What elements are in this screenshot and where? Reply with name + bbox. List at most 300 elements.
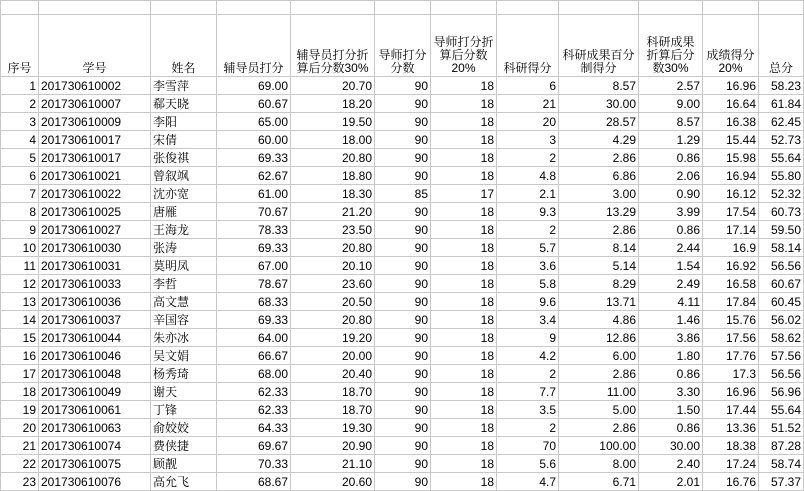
cell-index[interactable]: 13: [1, 293, 39, 311]
cell-student-id[interactable]: 201730610025: [39, 203, 151, 221]
cell-index[interactable]: 1: [1, 77, 39, 95]
cell-research-percentile[interactable]: 8.14: [559, 239, 639, 257]
cell-grade-weighted[interactable]: 17.84: [703, 293, 759, 311]
cell-student-id[interactable]: 201730610074: [39, 437, 151, 455]
cell-research-weighted[interactable]: 1.46: [639, 311, 703, 329]
cell-name[interactable]: 杨秀琦: [151, 365, 217, 383]
cell-index[interactable]: 2: [1, 95, 39, 113]
cell-student-id[interactable]: 201730610036: [39, 293, 151, 311]
cell-index[interactable]: 20: [1, 419, 39, 437]
cell-grade-weighted[interactable]: 16.9: [703, 239, 759, 257]
cell-student-id[interactable]: 201730610017: [39, 131, 151, 149]
cell-counselor-weighted[interactable]: 21.20: [291, 203, 375, 221]
table-row[interactable]: [1, 383, 804, 401]
cell-counselor-score[interactable]: 60.00: [217, 131, 291, 149]
cell-advisor-score[interactable]: 90: [375, 149, 431, 167]
cell-research-percentile[interactable]: 8.00: [559, 455, 639, 473]
cell-counselor-weighted[interactable]: 19.30: [291, 419, 375, 437]
cell-total[interactable]: 55.64: [759, 401, 804, 419]
cell-counselor-weighted[interactable]: 18.00: [291, 131, 375, 149]
cell-grade-weighted[interactable]: 15.44: [703, 131, 759, 149]
cell-counselor-score[interactable]: 69.33: [217, 149, 291, 167]
cell-research-weighted[interactable]: 3.86: [639, 329, 703, 347]
cell-index[interactable]: 18: [1, 383, 39, 401]
cell-student-id[interactable]: 201730610002: [39, 77, 151, 95]
cell-advisor-score[interactable]: 90: [375, 257, 431, 275]
cell-name[interactable]: 唐雁: [151, 203, 217, 221]
cell-student-id[interactable]: 201730610021: [39, 167, 151, 185]
cell-advisor-weighted[interactable]: 18: [431, 275, 497, 293]
cell-name[interactable]: 丁锋: [151, 401, 217, 419]
cell-index[interactable]: 10: [1, 239, 39, 257]
cell-advisor-score[interactable]: 90: [375, 365, 431, 383]
cell-advisor-weighted[interactable]: 18: [431, 347, 497, 365]
cell-advisor-weighted[interactable]: 18: [431, 455, 497, 473]
table-row[interactable]: [1, 167, 804, 185]
column-header-counselor-weighted[interactable]: 辅导员打分折算后分数30%: [291, 15, 375, 77]
cell-counselor-weighted[interactable]: 20.80: [291, 149, 375, 167]
cell-research-percentile[interactable]: 5.00: [559, 401, 639, 419]
cell-total[interactable]: 60.73: [759, 203, 804, 221]
cell-grade-weighted[interactable]: 17.24: [703, 455, 759, 473]
cell-counselor-score[interactable]: 78.33: [217, 221, 291, 239]
cell-advisor-weighted[interactable]: 18: [431, 329, 497, 347]
cell-grade-weighted[interactable]: 17.56: [703, 329, 759, 347]
cell-total[interactable]: 59.50: [759, 221, 804, 239]
cell-grade-weighted[interactable]: 17.44: [703, 401, 759, 419]
cell-name[interactable]: 沈亦宽: [151, 185, 217, 203]
cell-index[interactable]: 12: [1, 275, 39, 293]
cell-research-percentile[interactable]: 6.00: [559, 347, 639, 365]
cell-research-score[interactable]: 9: [497, 329, 559, 347]
cell-research-weighted[interactable]: 2.01: [639, 473, 703, 491]
cell-advisor-score[interactable]: 90: [375, 203, 431, 221]
cell-advisor-weighted[interactable]: 18: [431, 77, 497, 95]
cell-advisor-score[interactable]: 90: [375, 221, 431, 239]
cell-counselor-score[interactable]: 69.33: [217, 311, 291, 329]
column-header-research-score[interactable]: 科研得分: [497, 15, 559, 77]
cell-research-score[interactable]: 4.8: [497, 167, 559, 185]
cell-research-score[interactable]: 3.5: [497, 401, 559, 419]
cell-grade-weighted[interactable]: 15.76: [703, 311, 759, 329]
cell-name[interactable]: 朱亦冰: [151, 329, 217, 347]
cell-name[interactable]: 谢天: [151, 383, 217, 401]
column-header-advisor-score[interactable]: 导师打分分数: [375, 15, 431, 77]
cell-counselor-score[interactable]: 68.00: [217, 365, 291, 383]
cell-research-percentile[interactable]: 30.00: [559, 95, 639, 113]
cell-advisor-score[interactable]: 90: [375, 401, 431, 419]
cell-total[interactable]: 57.56: [759, 347, 804, 365]
cell-student-id[interactable]: 201730610007: [39, 95, 151, 113]
cell-index[interactable]: 4: [1, 131, 39, 149]
cell-index[interactable]: 3: [1, 113, 39, 131]
cell-total[interactable]: 87.28: [759, 437, 804, 455]
cell-research-weighted[interactable]: 30.00: [639, 437, 703, 455]
cell-total[interactable]: 62.45: [759, 113, 804, 131]
cell-research-weighted[interactable]: 1.29: [639, 131, 703, 149]
cell-research-score[interactable]: 4.2: [497, 347, 559, 365]
cell-index[interactable]: 5: [1, 149, 39, 167]
cell-research-percentile[interactable]: 4.29: [559, 131, 639, 149]
cell-research-weighted[interactable]: 2.40: [639, 455, 703, 473]
cell-student-id[interactable]: 201730610046: [39, 347, 151, 365]
cell-research-weighted[interactable]: 0.86: [639, 365, 703, 383]
table-row[interactable]: [1, 95, 804, 113]
cell-name[interactable]: 曾叙飒: [151, 167, 217, 185]
cell-advisor-weighted[interactable]: 18: [431, 383, 497, 401]
cell-research-score[interactable]: 3.6: [497, 257, 559, 275]
cell-research-score[interactable]: 3: [497, 131, 559, 149]
cell-student-id[interactable]: 201730610037: [39, 311, 151, 329]
cell-advisor-score[interactable]: 90: [375, 347, 431, 365]
cell-name[interactable]: 张涛: [151, 239, 217, 257]
cell-research-score[interactable]: 21: [497, 95, 559, 113]
cell-advisor-weighted[interactable]: 18: [431, 311, 497, 329]
cell-advisor-weighted[interactable]: 17: [431, 185, 497, 203]
cell-counselor-score[interactable]: 65.00: [217, 113, 291, 131]
cell-index[interactable]: 15: [1, 329, 39, 347]
cell-student-id[interactable]: 201730610075: [39, 455, 151, 473]
cell-research-percentile[interactable]: 4.86: [559, 311, 639, 329]
cell-name[interactable]: 郗天晓: [151, 95, 217, 113]
cell-advisor-weighted[interactable]: 18: [431, 473, 497, 491]
cell-name[interactable]: 高允飞: [151, 473, 217, 491]
cell-advisor-weighted[interactable]: 18: [431, 95, 497, 113]
cell-advisor-score[interactable]: 90: [375, 473, 431, 491]
cell-research-score[interactable]: 2: [497, 149, 559, 167]
cell-advisor-weighted[interactable]: 18: [431, 167, 497, 185]
cell-counselor-weighted[interactable]: 18.80: [291, 167, 375, 185]
cell-grade-weighted[interactable]: 16.58: [703, 275, 759, 293]
cell-total[interactable]: 55.64: [759, 149, 804, 167]
cell-research-weighted[interactable]: 2.49: [639, 275, 703, 293]
cell-total[interactable]: 60.45: [759, 293, 804, 311]
cell-advisor-score[interactable]: 90: [375, 167, 431, 185]
cell-grade-weighted[interactable]: 17.14: [703, 221, 759, 239]
cell-research-percentile[interactable]: 5.14: [559, 257, 639, 275]
cell-research-percentile[interactable]: 13.71: [559, 293, 639, 311]
cell-name[interactable]: 吴文娟: [151, 347, 217, 365]
cell-research-percentile[interactable]: 8.57: [559, 77, 639, 95]
cell-advisor-weighted[interactable]: 18: [431, 365, 497, 383]
cell-counselor-score[interactable]: 78.67: [217, 275, 291, 293]
cell-total[interactable]: 58.74: [759, 455, 804, 473]
cell-research-weighted[interactable]: 1.50: [639, 401, 703, 419]
cell-grade-weighted[interactable]: 18.38: [703, 437, 759, 455]
cell-name[interactable]: 张俊祺: [151, 149, 217, 167]
cell-student-id[interactable]: 201730610017: [39, 149, 151, 167]
cell-grade-weighted[interactable]: 17.54: [703, 203, 759, 221]
cell-research-weighted[interactable]: 0.86: [639, 419, 703, 437]
table-row[interactable]: [1, 329, 804, 347]
cell-index[interactable]: 21: [1, 437, 39, 455]
cell-research-percentile[interactable]: 3.00: [559, 185, 639, 203]
cell-grade-weighted[interactable]: 16.76: [703, 473, 759, 491]
cell-total[interactable]: 58.14: [759, 239, 804, 257]
cell-advisor-score[interactable]: 90: [375, 419, 431, 437]
cell-index[interactable]: 11: [1, 257, 39, 275]
cell-name[interactable]: 顾靓: [151, 455, 217, 473]
cell-advisor-score[interactable]: 90: [375, 455, 431, 473]
cell-advisor-score[interactable]: 90: [375, 131, 431, 149]
cell-student-id[interactable]: 201730610063: [39, 419, 151, 437]
cell-total[interactable]: 58.23: [759, 77, 804, 95]
cell-counselor-weighted[interactable]: 21.10: [291, 455, 375, 473]
cell-counselor-weighted[interactable]: 20.50: [291, 293, 375, 311]
cell-counselor-weighted[interactable]: 23.60: [291, 275, 375, 293]
cell-advisor-score[interactable]: 90: [375, 293, 431, 311]
column-header-research-percentile[interactable]: 科研成果百分制得分: [559, 15, 639, 77]
cell-counselor-weighted[interactable]: 20.10: [291, 257, 375, 275]
cell-student-id[interactable]: 201730610009: [39, 113, 151, 131]
cell-research-weighted[interactable]: 2.57: [639, 77, 703, 95]
cell-index[interactable]: 14: [1, 311, 39, 329]
cell-student-id[interactable]: 201730610027: [39, 221, 151, 239]
column-header-counselor-score[interactable]: 辅导员打分: [217, 15, 291, 77]
column-header-research-weighted[interactable]: 科研成果折算后分数30%: [639, 15, 703, 77]
cell-grade-weighted[interactable]: 16.92: [703, 257, 759, 275]
table-row[interactable]: [1, 257, 804, 275]
table-row[interactable]: [1, 203, 804, 221]
column-header-grade-weighted[interactable]: 成绩得分20%: [703, 15, 759, 77]
cell-research-score[interactable]: 4.7: [497, 473, 559, 491]
cell-student-id[interactable]: 201730610033: [39, 275, 151, 293]
cell-counselor-weighted[interactable]: 20.80: [291, 239, 375, 257]
cell-counselor-weighted[interactable]: 23.50: [291, 221, 375, 239]
table-row[interactable]: [1, 77, 804, 95]
cell-advisor-weighted[interactable]: 18: [431, 149, 497, 167]
cell-advisor-weighted[interactable]: 18: [431, 437, 497, 455]
cell-advisor-weighted[interactable]: 18: [431, 419, 497, 437]
cell-counselor-score[interactable]: 60.67: [217, 95, 291, 113]
cell-advisor-weighted[interactable]: 18: [431, 221, 497, 239]
cell-name[interactable]: 李哲: [151, 275, 217, 293]
cell-research-weighted[interactable]: 2.44: [639, 239, 703, 257]
table-row[interactable]: [1, 149, 804, 167]
cell-research-score[interactable]: 3.4: [497, 311, 559, 329]
cell-name[interactable]: 辛国容: [151, 311, 217, 329]
cell-research-score[interactable]: 5.7: [497, 239, 559, 257]
table-row[interactable]: [1, 473, 804, 491]
cell-research-score[interactable]: 7.7: [497, 383, 559, 401]
cell-research-percentile[interactable]: 8.29: [559, 275, 639, 293]
cell-counselor-score[interactable]: 70.67: [217, 203, 291, 221]
cell-index[interactable]: 19: [1, 401, 39, 419]
cell-research-weighted[interactable]: 0.90: [639, 185, 703, 203]
column-header-advisor-weighted[interactable]: 导师打分折算后分数20%: [431, 15, 497, 77]
column-header-index[interactable]: 序号: [1, 15, 39, 77]
cell-counselor-weighted[interactable]: 20.60: [291, 473, 375, 491]
cell-research-percentile[interactable]: 28.57: [559, 113, 639, 131]
table-row[interactable]: [1, 185, 804, 203]
cell-counselor-score[interactable]: 62.33: [217, 401, 291, 419]
cell-total[interactable]: 61.84: [759, 95, 804, 113]
cell-student-id[interactable]: 201730610076: [39, 473, 151, 491]
table-row[interactable]: [1, 239, 804, 257]
cell-total[interactable]: 52.32: [759, 185, 804, 203]
cell-advisor-score[interactable]: 90: [375, 329, 431, 347]
cell-research-score[interactable]: 9.6: [497, 293, 559, 311]
cell-research-score[interactable]: 20: [497, 113, 559, 131]
cell-student-id[interactable]: 201730610049: [39, 383, 151, 401]
cell-name[interactable]: 宋倩: [151, 131, 217, 149]
cell-counselor-score[interactable]: 70.33: [217, 455, 291, 473]
cell-research-weighted[interactable]: 0.86: [639, 221, 703, 239]
cell-counselor-score[interactable]: 69.67: [217, 437, 291, 455]
cell-total[interactable]: 56.56: [759, 257, 804, 275]
cell-research-weighted[interactable]: 1.80: [639, 347, 703, 365]
cell-student-id[interactable]: 201730610031: [39, 257, 151, 275]
cell-name[interactable]: 高文慧: [151, 293, 217, 311]
cell-grade-weighted[interactable]: 13.36: [703, 419, 759, 437]
table-row[interactable]: [1, 455, 804, 473]
cell-name[interactable]: 王海龙: [151, 221, 217, 239]
cell-advisor-score[interactable]: 90: [375, 77, 431, 95]
cell-index[interactable]: 23: [1, 473, 39, 491]
cell-research-percentile[interactable]: 13.29: [559, 203, 639, 221]
cell-counselor-weighted[interactable]: 20.40: [291, 365, 375, 383]
cell-total[interactable]: 57.37: [759, 473, 804, 491]
cell-research-score[interactable]: 5.6: [497, 455, 559, 473]
cell-counselor-score[interactable]: 66.67: [217, 347, 291, 365]
cell-name[interactable]: 李雪萍: [151, 77, 217, 95]
cell-research-percentile[interactable]: 2.86: [559, 419, 639, 437]
cell-counselor-weighted[interactable]: 20.90: [291, 437, 375, 455]
cell-index[interactable]: 6: [1, 167, 39, 185]
cell-counselor-weighted[interactable]: 18.30: [291, 185, 375, 203]
table-row[interactable]: [1, 113, 804, 131]
cell-grade-weighted[interactable]: 17.76: [703, 347, 759, 365]
table-row[interactable]: [1, 401, 804, 419]
table-row[interactable]: [1, 275, 804, 293]
cell-advisor-weighted[interactable]: 18: [431, 131, 497, 149]
cell-research-score[interactable]: 2: [497, 419, 559, 437]
cell-total[interactable]: 60.67: [759, 275, 804, 293]
cell-research-weighted[interactable]: 2.06: [639, 167, 703, 185]
cell-advisor-score[interactable]: 90: [375, 275, 431, 293]
cell-name[interactable]: 莫明凤: [151, 257, 217, 275]
cell-grade-weighted[interactable]: 16.96: [703, 77, 759, 95]
cell-research-weighted[interactable]: 3.30: [639, 383, 703, 401]
cell-index[interactable]: 16: [1, 347, 39, 365]
cell-index[interactable]: 22: [1, 455, 39, 473]
table-row[interactable]: [1, 131, 804, 149]
cell-total[interactable]: 52.73: [759, 131, 804, 149]
cell-counselor-weighted[interactable]: 19.50: [291, 113, 375, 131]
cell-research-score[interactable]: 70: [497, 437, 559, 455]
table-row[interactable]: [1, 419, 804, 437]
cell-research-score[interactable]: 2.1: [497, 185, 559, 203]
cell-counselor-weighted[interactable]: 18.70: [291, 383, 375, 401]
cell-counselor-score[interactable]: 69.00: [217, 77, 291, 95]
cell-research-percentile[interactable]: 11.00: [559, 383, 639, 401]
cell-advisor-weighted[interactable]: 18: [431, 293, 497, 311]
cell-counselor-score[interactable]: 68.33: [217, 293, 291, 311]
cell-research-percentile[interactable]: 6.71: [559, 473, 639, 491]
table-row[interactable]: [1, 311, 804, 329]
cell-research-score[interactable]: 9.3: [497, 203, 559, 221]
cell-grade-weighted[interactable]: 16.96: [703, 383, 759, 401]
cell-counselor-score[interactable]: 61.00: [217, 185, 291, 203]
cell-research-weighted[interactable]: 9.00: [639, 95, 703, 113]
cell-advisor-score[interactable]: 90: [375, 239, 431, 257]
table-row[interactable]: [1, 365, 804, 383]
cell-grade-weighted[interactable]: 16.64: [703, 95, 759, 113]
cell-research-score[interactable]: 2: [497, 221, 559, 239]
cell-research-score[interactable]: 5.8: [497, 275, 559, 293]
cell-student-id[interactable]: 201730610022: [39, 185, 151, 203]
cell-advisor-score[interactable]: 90: [375, 437, 431, 455]
cell-name[interactable]: 俞姣姣: [151, 419, 217, 437]
cell-counselor-weighted[interactable]: 20.00: [291, 347, 375, 365]
cell-total[interactable]: 56.02: [759, 311, 804, 329]
cell-name[interactable]: 李阳: [151, 113, 217, 131]
cell-research-percentile[interactable]: 12.86: [559, 329, 639, 347]
cell-research-weighted[interactable]: 8.57: [639, 113, 703, 131]
cell-advisor-weighted[interactable]: 18: [431, 257, 497, 275]
cell-name[interactable]: 费侠捷: [151, 437, 217, 455]
cell-total[interactable]: 56.56: [759, 365, 804, 383]
cell-counselor-score[interactable]: 64.00: [217, 329, 291, 347]
cell-counselor-weighted[interactable]: 20.70: [291, 77, 375, 95]
cell-research-percentile[interactable]: 2.86: [559, 365, 639, 383]
cell-grade-weighted[interactable]: 15.98: [703, 149, 759, 167]
cell-advisor-score[interactable]: 85: [375, 185, 431, 203]
cell-index[interactable]: 8: [1, 203, 39, 221]
cell-grade-weighted[interactable]: 16.94: [703, 167, 759, 185]
cell-advisor-weighted[interactable]: 18: [431, 401, 497, 419]
cell-advisor-score[interactable]: 90: [375, 383, 431, 401]
cell-research-weighted[interactable]: 0.86: [639, 149, 703, 167]
cell-index[interactable]: 9: [1, 221, 39, 239]
cell-advisor-weighted[interactable]: 18: [431, 203, 497, 221]
table-row[interactable]: [1, 347, 804, 365]
cell-research-score[interactable]: 6: [497, 77, 559, 95]
cell-research-percentile[interactable]: 2.86: [559, 221, 639, 239]
table-row[interactable]: [1, 293, 804, 311]
column-header-student-id[interactable]: 学号: [39, 15, 151, 77]
cell-counselor-weighted[interactable]: 18.70: [291, 401, 375, 419]
cell-counselor-weighted[interactable]: 18.20: [291, 95, 375, 113]
column-header-total[interactable]: 总分: [759, 15, 804, 77]
cell-student-id[interactable]: 201730610030: [39, 239, 151, 257]
column-header-name[interactable]: 姓名: [151, 15, 217, 77]
cell-research-percentile[interactable]: 2.86: [559, 149, 639, 167]
cell-counselor-score[interactable]: 62.33: [217, 383, 291, 401]
table-row[interactable]: [1, 437, 804, 455]
cell-total[interactable]: 55.80: [759, 167, 804, 185]
cell-counselor-score[interactable]: 67.00: [217, 257, 291, 275]
cell-research-weighted[interactable]: 3.99: [639, 203, 703, 221]
cell-total[interactable]: 56.96: [759, 383, 804, 401]
cell-grade-weighted[interactable]: 16.38: [703, 113, 759, 131]
cell-student-id[interactable]: 201730610044: [39, 329, 151, 347]
cell-research-weighted[interactable]: 4.11: [639, 293, 703, 311]
cell-grade-weighted[interactable]: 16.12: [703, 185, 759, 203]
cell-research-score[interactable]: 2: [497, 365, 559, 383]
cell-counselor-score[interactable]: 64.33: [217, 419, 291, 437]
cell-counselor-score[interactable]: 69.33: [217, 239, 291, 257]
cell-counselor-score[interactable]: 62.67: [217, 167, 291, 185]
cell-research-percentile[interactable]: 6.86: [559, 167, 639, 185]
cell-student-id[interactable]: 201730610061: [39, 401, 151, 419]
cell-total[interactable]: 58.62: [759, 329, 804, 347]
cell-counselor-score[interactable]: 68.67: [217, 473, 291, 491]
cell-index[interactable]: 17: [1, 365, 39, 383]
cell-advisor-score[interactable]: 90: [375, 113, 431, 131]
cell-advisor-score[interactable]: 90: [375, 95, 431, 113]
table-row[interactable]: [1, 221, 804, 239]
